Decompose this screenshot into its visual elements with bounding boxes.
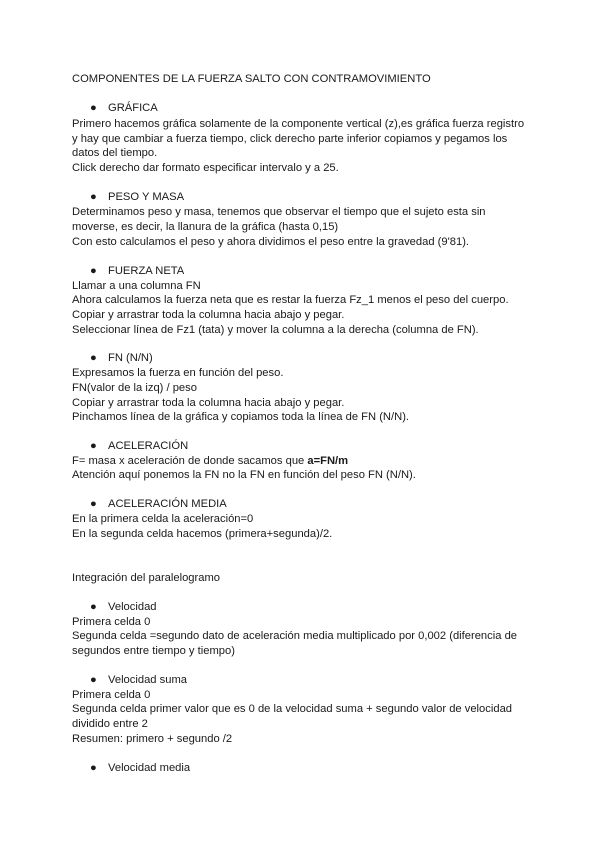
bullet-icon: ● xyxy=(90,674,97,686)
section-heading-velocidad-media: ● Velocidad media xyxy=(90,762,191,774)
paragraph-line: Determinamos peso y masa, tenemos que observar el tiempo que el sujeto esta sin xyxy=(72,206,486,218)
paragraph-line: F= masa x aceleración de donde sacamos que a=FN/m xyxy=(72,455,349,467)
section-heading-aceleracion-media: ● ACELERACIÓN MEDIA xyxy=(90,498,227,510)
paragraph-line: Ahora calculamos la fuerza neta que es restar la fuerza Fz_1 menos el peso del cuerpo. xyxy=(72,294,509,306)
section-heading-aceleracion: ● ACELERACIÓN xyxy=(90,440,189,452)
paragraph-line: Primera celda 0 xyxy=(72,689,151,701)
formula-text: a=FN/m xyxy=(307,455,349,467)
bullet-icon: ● xyxy=(90,265,97,277)
paragraph-line: En la primera celda la aceleración=0 xyxy=(72,513,254,525)
paragraph-line: moverse, es decir, la llanura de la gráfica (hasta 0,15) xyxy=(72,221,339,233)
paragraph-line: En la segunda celda hacemos (primera+segunda)/2. xyxy=(72,528,333,540)
section-heading-fn: ● FN (N/N) xyxy=(90,352,153,364)
paragraph-line: Primero hacemos gráfica solamente de la componente vertical (z),es gráfica fuerza registro xyxy=(72,118,525,130)
paragraph-line: Copiar y arrastrar toda la columna hacia abajo y pegar. xyxy=(72,309,345,321)
bullet-icon: ● xyxy=(90,191,97,203)
paragraph-line: datos del tiempo. xyxy=(72,147,158,159)
paragraph-line: Segunda celda primer valor que es 0 de la velocidad suma + segundo valor de velocidad xyxy=(72,703,513,715)
paragraph-line: Expresamos la fuerza en función del peso. xyxy=(72,367,284,379)
paragraph-line: dividido entre 2 xyxy=(72,718,148,730)
paragraph-line: Pinchamos línea de la gráfica y copiamos toda la línea de FN (N/N). xyxy=(72,411,410,423)
paragraph-line: Llamar a una columna FN xyxy=(72,280,201,292)
paragraph-line: Resumen: primero + segundo /2 xyxy=(72,733,233,745)
paragraph-line: Copiar y arrastrar toda la columna hacia abajo y pegar. xyxy=(72,397,345,409)
section-heading-velocidad: ● Velocidad xyxy=(90,601,157,613)
paragraph-line: FN(valor de la izq) / peso xyxy=(72,382,197,394)
paragraph-line: Primera celda 0 xyxy=(72,616,151,628)
paragraph-line: Seleccionar línea de Fz1 (tata) y mover la columna a la derecha (columna de FN). xyxy=(72,324,479,336)
section-heading-velocidad-suma: ● Velocidad suma xyxy=(90,674,187,686)
paragraph-line: y hay que cambiar a fuerza tiempo, click derecho parte inferior copiamos y pegamos los xyxy=(72,133,508,145)
bullet-icon: ● xyxy=(90,440,97,452)
bullet-icon: ● xyxy=(90,601,97,613)
document-title: COMPONENTES DE LA FUERZA SALTO CON CONTRAMOVIMIENTO xyxy=(72,73,431,85)
bullet-icon: ● xyxy=(90,352,97,364)
section-heading-grafica: ● GRÁFICA xyxy=(90,102,158,114)
section-heading-fuerza-neta: ● FUERZA NETA xyxy=(90,265,185,277)
paragraph-line: Atención aquí ponemos la FN no la FN en función del peso FN (N/N). xyxy=(72,469,416,481)
section-heading-peso-masa: ● PESO Y MASA xyxy=(90,191,185,203)
paragraph-line: Segunda celda =segundo dato de aceleración media multiplicado por 0,002 (diferencia de xyxy=(72,630,518,642)
paragraph-line: Click derecho dar formato especificar intervalo y a 25. xyxy=(72,162,339,174)
bullet-icon: ● xyxy=(90,102,97,114)
integration-title: Integración del paralelogramo xyxy=(72,572,221,584)
bullet-icon: ● xyxy=(90,498,97,510)
bullet-icon: ● xyxy=(90,762,97,774)
paragraph-line: segundos entre tiempo y tiempo) xyxy=(72,645,235,657)
paragraph-line: Con esto calculamos el peso y ahora dividimos el peso entre la gravedad (9'81). xyxy=(72,236,470,248)
